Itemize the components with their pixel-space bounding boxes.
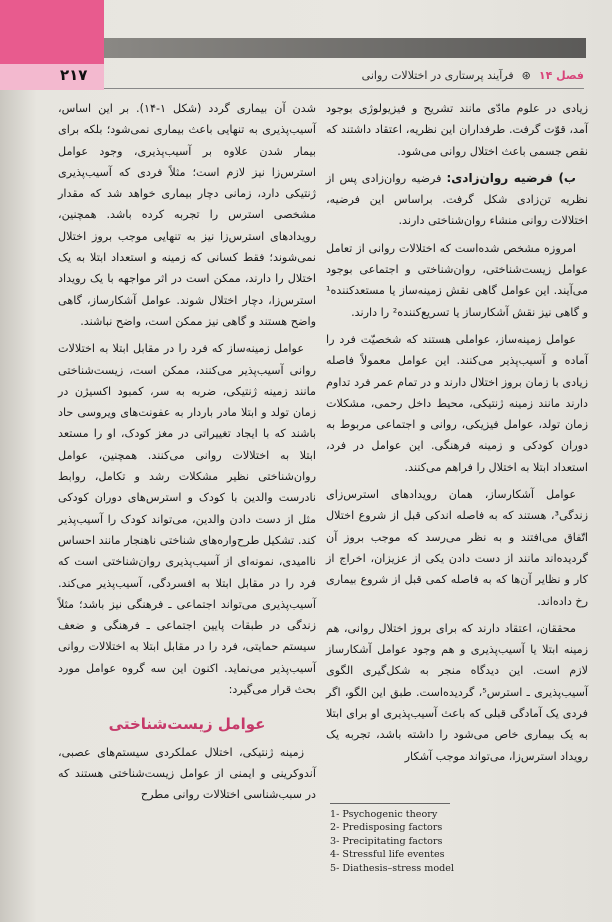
page-number: ۲۱۷ (60, 66, 88, 84)
paragraph: امروزه مشخص شده‌است که اختلالات روانی از تعامل عوامل زیست‌شناختی، روان‌شناختی و اجتماعی بوجود می‌آیند. این عوامل گاهی نقش زمینه‌ساز یا مستعدکننده¹ و گاهی نیز نقش آشکارساز یا تسریع‌کننده² را دارند. (326, 241, 588, 319)
footnote: 4- Stressful life eventes (330, 849, 445, 861)
paragraph: زیادی در علوم مادّی مانند تشریح و فیزیولوژی بوجود آمد، قوّت گرفت. طرفداران این نظریه، اعتقاد داشتند که نقص جسمی باعث اختلال روانی می‌شود. (326, 102, 588, 158)
paragraph-text: فرضیه روان‌زادی پس از نظریه تن‌زادی شکل گرفت. براساس این فرضیه، اختلالات روانی منشاء روان‌شناختی دارند. (326, 171, 588, 228)
footnote-rule (330, 803, 450, 804)
paragraph: زمینه ژنتیکی، اختلال عملکردی سیستم‌های عصبی، آندوکرینی و ایمنی از عوامل زیست‌شناختی هستند که در سبب‌شناسی اختلالات روانی مطرح (58, 745, 316, 802)
paragraph: عوامل آشکارساز، همان رویدادهای استرس‌زای زندگی³، هستند که به فاصله اندکی قبل از شروع اختلال اتّفاق می‌افتند و به نظر می‌رسد که موجب بروز آن گردیده‌اند مانند از دست دادن یکی از عزیزان، اخراج از کار و نظایر آن‌ها که به فاصله کمی قبل از شروع بیماری رخ داده‌اند. (326, 488, 588, 608)
footnotes (330, 808, 580, 875)
right-column (326, 98, 588, 773)
paragraph: عوامل زمینه‌ساز، عواملی هستند که شخصیّت فرد را آماده و آسیب‌پذیر می‌کنند. این عوامل معمولاً فاصله زیادی با زمان بروز اختلال دارند و در تمام عمر فرد تداوم دارند مانند زمینه ژنتیکی، محیط داخل رحمی، مشکلات زمان تولد، عوامل فیزیکی، روانی و اجتماعی مربوط به دوران کودکی و زمینه فرهنگی. این عوامل در فرد، استعداد ابتلا به اختلال را فراهم می‌کنند. (326, 332, 588, 474)
footnote: 2- Predisposing factors (330, 822, 443, 834)
left-column (58, 98, 316, 812)
chapter-label: فصل ۱۴ (538, 68, 584, 82)
section-title: عوامل زیست‌شناختی (108, 715, 266, 734)
chapter-title: فرآیند پرستاری در اختلالات روانی (361, 68, 514, 82)
running-header (110, 62, 584, 88)
paragraph: محققان، اعتقاد دارند که برای بروز اختلال روانی، هم زمینه ابتلا یا آسیب‌پذیری و هم وجود عوامل آشکارساز لازم است. این دیدگاه منجر به شکل‌گیری الگوی آسیب‌پذیری ـ استرس⁵، گردیده‌است. طبق این الگو، اگر فردی یک آمادگی قبلی که باعث آسیب‌پذیری او برای ابتلا به یک بیماری خاص می‌شود را داشته باشد، تجربه یک رویداد استرس‌زا، می‌تواند موجب آشکار (326, 621, 588, 763)
header-decorative-bar (104, 38, 586, 58)
header-rule (104, 88, 584, 89)
subheading: ب) فرضیه روان‌زادی: (446, 170, 576, 185)
paragraph (326, 168, 588, 232)
chapter-color-tab (0, 0, 104, 64)
paragraph: شدن آن بیماری گردد (شکل ۱-۱۴). بر این اساس، آسیب‌پذیری به تنهایی باعث بیماری نمی‌شود؛ بلکه برای بیمار شدن علاوه بر آسیب‌پذیری، وجود عوامل استرس‌زا نیز لازم است؛ مثلاً فردی که آسیب‌پذیری ژنتیکی دارد، زمانی دچار بیماری خواهد شد که مقدار مشخصی استرس را تجربه کرده باشد. همچنین، رویدادهای استرس‌زا نیز به تنهایی موجب بروز اختلال نمی‌شوند؛ فقط کسانی که زمینه و استعداد ابتلا به یک اختلال را دارند، ممکن است در اثر مواجهه با یک رویداد استرس‌زا، دچار اختلال شوند. عوامل آشکارساز، گاهی واضح هستند و گاهی نیز ممکن است، واضح نباشند. (58, 102, 316, 328)
footnote: 5- Diathesis–stress model (330, 862, 454, 874)
header-separator-icon: ⊛ (521, 68, 531, 82)
footnote: 1- Psychogenic theory (330, 809, 438, 820)
paragraph: عوامل زمینه‌ساز که فرد را در مقابل ابتلا به اختلالات روانی آسیب‌پذیر می‌کنند، ممکن است، زیست‌شناختی مانند زمینه ژنتیکی، ضربه به سر، کمبود اکسیژن در زمان تولد و ابتلا مادر باردار به عفونت‌های ویروسی حاد باشند که با ایجاد تغییراتی در مغز کودک، او را مستعد ابتلا به اختلالات روانی می‌کنند. همچنین، عوامل روان‌شناختی نظیر مشکلات رشد و تکامل، روابط نادرست والدین با کودک و استرس‌های دوران کودکی مثل از دست دادن والدین، می‌تواند کودک را آسیب‌پذیر کند. تشکیل طرح‌واره‌های شناختی ناهنجار مانند احساس ناامیدی، نمونه‌ای از آسیب‌پذیری روان‌شناختی است که فرد را در مقابل ابتلا به افسردگی، آسیب‌پذیر می‌کند. آسیب‌پذیری می‌تواند اجتماعی ـ فرهنگی نیز باشد؛ مثلاً زندگی در طبقات پایین اجتماعی ـ فرهنگی و ضعف سیستم حمایتی، فرد را در مقابل ابتلا به اختلالات روانی آسیب‌پذیر می‌نماید. اکنون این سه گروه عوامل مورد بحث قرار می‌گیرد: (58, 342, 316, 697)
chapter-color-strip (0, 64, 104, 90)
footnote: 3- Precipitating factors (330, 835, 443, 847)
